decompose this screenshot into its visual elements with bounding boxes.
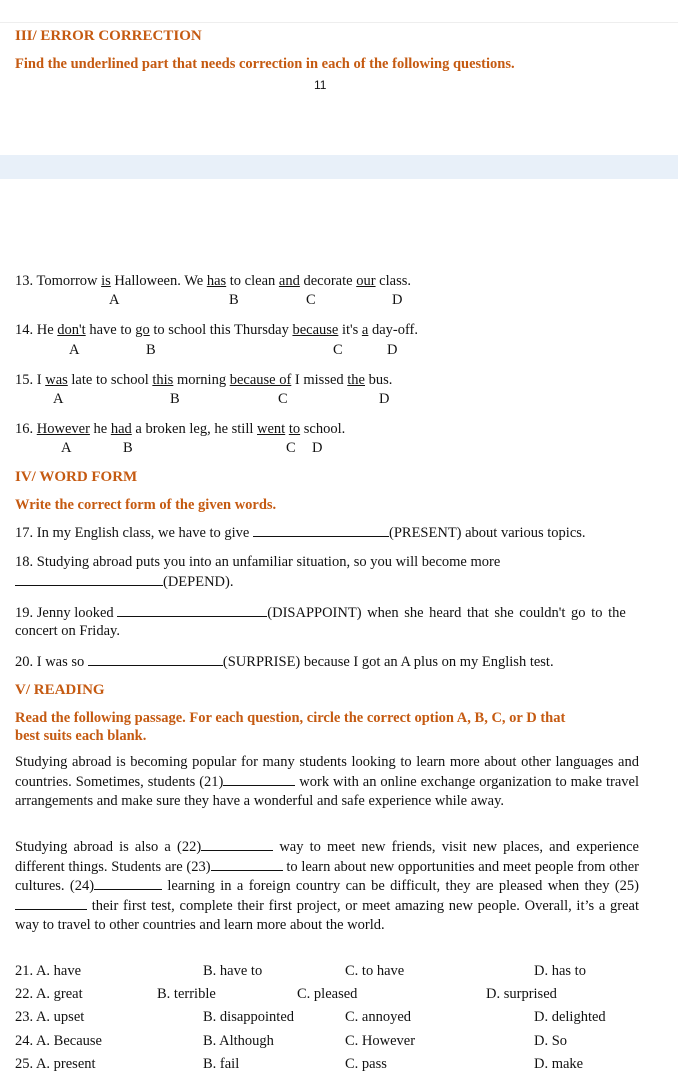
- option-21-d[interactable]: D. has to: [534, 963, 586, 979]
- q13-label-d: D: [392, 292, 403, 308]
- question-14: 14. He don't have to go to school this Thursday because it's a day-off.: [15, 322, 419, 338]
- blank-22[interactable]: [201, 838, 273, 851]
- reading-paragraph-2: Studying abroad is also a (22) way to meet new friends, visit new places, and experience different things. Students are (23) to learn about new opportunities and meet people from other cultures. (24) learning in a foreign country can be difficult, they are pleased when they (25) their first test, complete their first project, or meet amazing new people. Overall, it’s a great way to travel to other countries and learn more about the world.: [15, 839, 639, 933]
- section-reading-title: V/ READING: [15, 682, 105, 698]
- q16-label-c: C: [286, 440, 296, 456]
- option-23-d[interactable]: D. delighted: [534, 1009, 606, 1025]
- section-reading-instruction-line2: best suits each blank.: [15, 728, 147, 744]
- q13-label-c: C: [306, 292, 316, 308]
- option-23-a[interactable]: 23. A. upset: [15, 1009, 85, 1025]
- question-17: 17. In my English class, we have to give (PRESENT) about various topics.: [15, 525, 586, 541]
- question-19-line2: concert on Friday.: [15, 623, 120, 639]
- question-13: 13. Tomorrow is Halloween. We has to clean and decorate our class.: [15, 273, 411, 289]
- option-23-b[interactable]: B. disappointed: [203, 1009, 295, 1025]
- q16-label-b: B: [123, 440, 133, 456]
- q18-blank[interactable]: [15, 573, 163, 586]
- q20-blank[interactable]: [88, 653, 223, 666]
- blank-21[interactable]: [223, 773, 295, 786]
- page-number: 11: [314, 78, 327, 92]
- q15-label-a: A: [53, 391, 64, 407]
- option-22-c[interactable]: C. pleased: [297, 986, 358, 1002]
- section-error-correction-title: III/ ERROR CORRECTION: [15, 28, 202, 44]
- option-24-c[interactable]: C. However: [345, 1033, 416, 1049]
- q14-label-b: B: [146, 342, 156, 358]
- option-22-b[interactable]: B. terrible: [157, 986, 216, 1002]
- blank-25[interactable]: [15, 897, 87, 910]
- option-22-a[interactable]: 22. A. great: [15, 986, 83, 1002]
- q14-label-a: A: [69, 342, 80, 358]
- option-21-a[interactable]: 21. A. have: [15, 963, 82, 979]
- q13-label-b: B: [229, 292, 239, 308]
- q13-label-a: A: [109, 292, 120, 308]
- question-20: 20. I was so (SURPRISE) because I got an A plus on my English test.: [15, 654, 554, 670]
- blank-24[interactable]: [94, 877, 162, 890]
- option-21-c[interactable]: C. to have: [345, 963, 405, 979]
- section-error-correction-instruction: Find the underlined part that needs correction in each of the following questions.: [15, 56, 515, 72]
- option-25-c[interactable]: C. pass: [345, 1056, 387, 1072]
- option-21-b[interactable]: B. have to: [203, 963, 263, 979]
- question-18-line2: (DEPEND).: [15, 573, 233, 591]
- option-24-d[interactable]: D. So: [534, 1033, 568, 1049]
- section-word-form-title: IV/ WORD FORM: [15, 469, 138, 485]
- option-23-c[interactable]: C. annoyed: [345, 1009, 412, 1025]
- q15-label-d: D: [379, 391, 390, 407]
- section-word-form-instruction: Write the correct form of the given words.: [15, 497, 277, 513]
- question-15: 15. I was late to school this morning because of I missed the bus.: [15, 372, 393, 388]
- top-rule: [0, 22, 678, 23]
- q15-label-c: C: [278, 391, 288, 407]
- blank-23[interactable]: [211, 858, 283, 871]
- option-24-b[interactable]: B. Although: [203, 1033, 274, 1049]
- q15-label-b: B: [170, 391, 180, 407]
- option-24-a[interactable]: 24. A. Because: [15, 1033, 102, 1049]
- option-25-d[interactable]: D. make: [534, 1056, 584, 1072]
- option-25-b[interactable]: B. fail: [203, 1056, 240, 1072]
- q16-label-a: A: [61, 440, 72, 456]
- option-22-d[interactable]: D. surprised: [486, 986, 557, 1002]
- question-16: 16. However he had a broken leg, he still went to school.: [15, 421, 346, 437]
- option-25-a[interactable]: 25. A. present: [15, 1056, 96, 1072]
- question-18-line1: 18. Studying abroad puts you into an unfamiliar situation, so you will become more: [15, 554, 501, 570]
- reading-paragraph-1: Studying abroad is becoming popular for many students looking to learn more about other languages and countries. Sometimes, students (21) work with an online exchange organization to make travel arrangements and make sure they have a wonderful and safe experience while away.: [15, 754, 639, 809]
- q17-blank[interactable]: [253, 524, 389, 537]
- question-19-line1: 19. Jenny looked (DISAPPOINT) when she heard that she couldn't go to the: [15, 605, 626, 621]
- q19-blank[interactable]: [117, 604, 267, 617]
- page-break-band: [0, 155, 678, 179]
- q16-label-d: D: [312, 440, 323, 456]
- section-reading-instruction-line1: Read the following passage. For each question, circle the correct option A, B, C, or D that: [15, 710, 566, 726]
- q14-label-d: D: [387, 342, 398, 358]
- q14-label-c: C: [333, 342, 343, 358]
